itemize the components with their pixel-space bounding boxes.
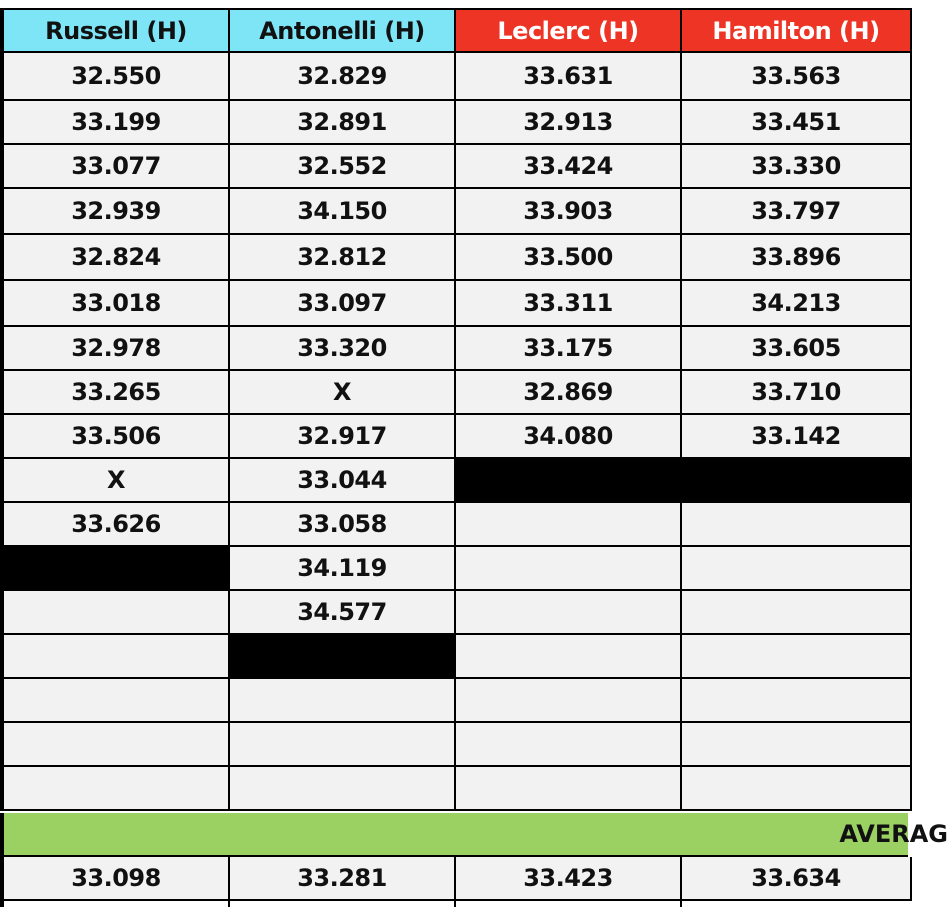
lap-time-cell: 33.626 [0,503,230,547]
lap-time-cell [230,679,456,723]
lap-time-cell: 32.824 [0,235,230,281]
lap-time-cell: X [230,371,456,415]
lap-time-cell [682,503,912,547]
average-cell: 33.098 [0,857,230,901]
lap-time-cell [456,459,682,503]
lap-time-cell: 33.311 [456,281,682,327]
lap-time-cell: 33.424 [456,145,682,189]
lap-time-cell: 34.577 [230,591,456,635]
lap-time-cell: 33.142 [682,415,912,459]
lap-time-cell: 32.869 [456,371,682,415]
lap-time-cell: 32.913 [456,101,682,145]
lap-time-cell: 34.150 [230,189,456,235]
lap-time-cell: 33.044 [230,459,456,503]
lap-time-cell: 32.812 [230,235,456,281]
lap-time-cell: 33.265 [0,371,230,415]
lap-time-cell [682,767,912,811]
lap-time-cell: 33.506 [0,415,230,459]
column-header: Antonelli (H) [230,8,456,53]
lap-time-cell: 34.119 [230,547,456,591]
lap-time-cell: 33.175 [456,327,682,371]
lap-time-cell [456,635,682,679]
lap-time-cell [682,723,912,767]
lap-time-cell [456,547,682,591]
lap-time-cell: 32.978 [0,327,230,371]
lap-time-cell [230,635,456,679]
average-cell: 33.281 [230,857,456,901]
lap-time-cell [682,591,912,635]
average-cell: 33.634 [682,857,912,901]
lap-time-cell [682,679,912,723]
lap-time-cell: 33.077 [0,145,230,189]
lap-time-cell: 32.552 [230,145,456,189]
lap-time-cell [230,723,456,767]
lap-time-cell: 33.018 [0,281,230,327]
lap-time-cell [682,547,912,591]
lap-time-cell [230,767,456,811]
lap-time-cell: 33.896 [682,235,912,281]
average-band [0,813,948,857]
column-header: Hamilton (H) [682,8,912,53]
lap-time-cell: 33.563 [682,53,912,101]
average-band-label: AVERAG [839,820,948,848]
lap-time-cell: 32.917 [230,415,456,459]
column-header: Leclerc (H) [456,8,682,53]
lap-time-cell: 33.710 [682,371,912,415]
lap-time-cell: 33.605 [682,327,912,371]
lap-time-cell: 34.080 [456,415,682,459]
lap-time-cell [0,767,230,811]
lap-time-cell [456,723,682,767]
lap-time-cell [682,635,912,679]
lap-time-cell: 33.320 [230,327,456,371]
lap-time-cell: 33.097 [230,281,456,327]
lap-time-cell [682,459,912,503]
lap-time-cell [456,503,682,547]
lap-time-cell [456,767,682,811]
lap-time-cell: 33.797 [682,189,912,235]
lap-time-cell: 33.330 [682,145,912,189]
column-header: Russell (H) [0,8,230,53]
lap-time-cell: 33.500 [456,235,682,281]
average-cell: 33.423 [456,857,682,901]
lap-time-cell [0,635,230,679]
lap-time-cell: 32.939 [0,189,230,235]
lap-time-cell: 32.891 [230,101,456,145]
lap-time-cell: 33.199 [0,101,230,145]
lap-time-cell: 33.903 [456,189,682,235]
lap-time-cell: 34.213 [682,281,912,327]
lap-time-cell: 32.550 [0,53,230,101]
lap-time-cell [0,679,230,723]
lap-time-cell: 32.829 [230,53,456,101]
lap-time-cell: X [0,459,230,503]
lap-time-cell: 33.058 [230,503,456,547]
lap-time-cell [0,547,230,591]
lap-time-cell: 33.631 [456,53,682,101]
lap-time-cell [0,723,230,767]
lap-time-cell: 33.451 [682,101,912,145]
lap-time-cell [0,591,230,635]
next-row-edge [0,901,908,907]
lap-time-cell [456,591,682,635]
lap-time-cell [456,679,682,723]
